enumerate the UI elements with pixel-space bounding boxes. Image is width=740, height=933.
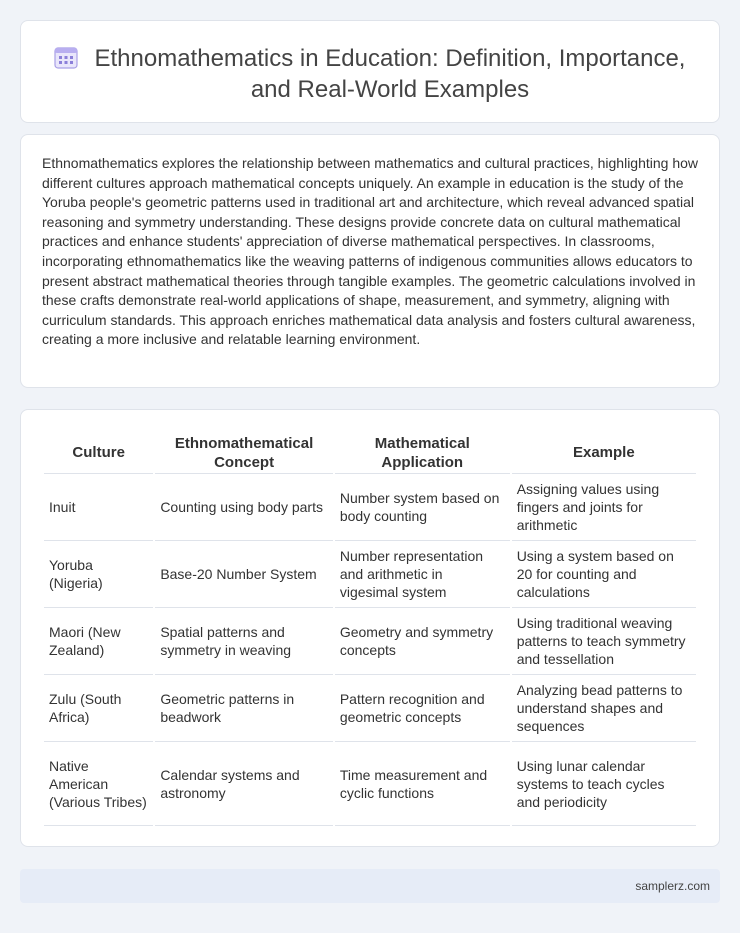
examples-table [42, 432, 698, 826]
table-row [44, 541, 696, 608]
cell-application: Number system based on body counting [335, 474, 510, 541]
table-row [44, 675, 696, 742]
cell-concept: Spatial patterns and symmetry in weaving [155, 608, 333, 675]
column-header-example: Example [512, 432, 696, 474]
table-row [44, 742, 696, 826]
cell-application: Number representation and arithmetic in vigesimal system [335, 541, 510, 608]
table-row [44, 474, 696, 541]
cell-concept: Geometric patterns in beadwork [155, 675, 333, 742]
cell-culture: Zulu (South Africa) [44, 675, 153, 742]
column-header-concept: Ethnomathematical Concept [155, 432, 333, 474]
cell-culture: Maori (New Zealand) [44, 608, 153, 675]
cell-concept: Calendar systems and astronomy [155, 742, 333, 826]
cell-example: Analyzing bead patterns to understand shapes and sequences [512, 675, 696, 742]
cell-concept: Counting using body parts [155, 474, 333, 541]
footer-bar [20, 869, 720, 903]
column-header-application: Mathematical Application [335, 432, 510, 474]
cell-culture: Inuit [44, 474, 153, 541]
cell-application: Pattern recognition and geometric concepts [335, 675, 510, 742]
table-card [20, 409, 720, 847]
cell-example: Using traditional weaving patterns to teach symmetry and tessellation [512, 608, 696, 675]
source-link[interactable]: samplerz.com [635, 879, 710, 893]
table-row [44, 608, 696, 675]
cell-concept: Base-20 Number System [155, 541, 333, 608]
cell-example: Using a system based on 20 for counting and calculations [512, 541, 696, 608]
cell-example: Assigning values using fingers and joints for arithmetic [512, 474, 696, 541]
page-title: Ethnomathematics in Education: Definition, Importance, and Real-World Examples [94, 45, 686, 103]
cell-application: Time measurement and cyclic functions [335, 742, 510, 826]
intro-card [20, 134, 720, 388]
table-header-row [44, 432, 696, 474]
column-header-culture: Culture [44, 432, 153, 474]
cell-culture: Native American (Various Tribes) [44, 742, 153, 826]
cell-culture: Yoruba (Nigeria) [44, 541, 153, 608]
title-card [20, 20, 720, 123]
cell-application: Geometry and symmetry concepts [335, 608, 510, 675]
cell-example: Using lunar calendar systems to teach cycles and periodicity [512, 742, 696, 826]
intro-paragraph: Ethnomathematics explores the relationship between mathematics and cultural practices, highlighting how different cultures approach mathematical concepts uniquely. An example in education is the study of the Yoruba people's geometric patterns used in traditional art and architecture, which reveal advanced spatial reasoning and symmetry understanding. These designs provide concrete data on cultural mathematical practices and enhance students' appreciation of diverse mathematical perspectives. In classrooms, incorporating ethnomathematics like the weaving patterns of indigenous communities allows educators to present abstract mathematical theories through tangible examples. The geometric calculations involved in these crafts demonstrate real-world applications of shape, measurement, and symmetry, aligning with curriculum standards. This approach enriches mathematical data analysis and fosters cultural awareness, creating a more inclusive and relatable learning environment. [42, 155, 699, 348]
